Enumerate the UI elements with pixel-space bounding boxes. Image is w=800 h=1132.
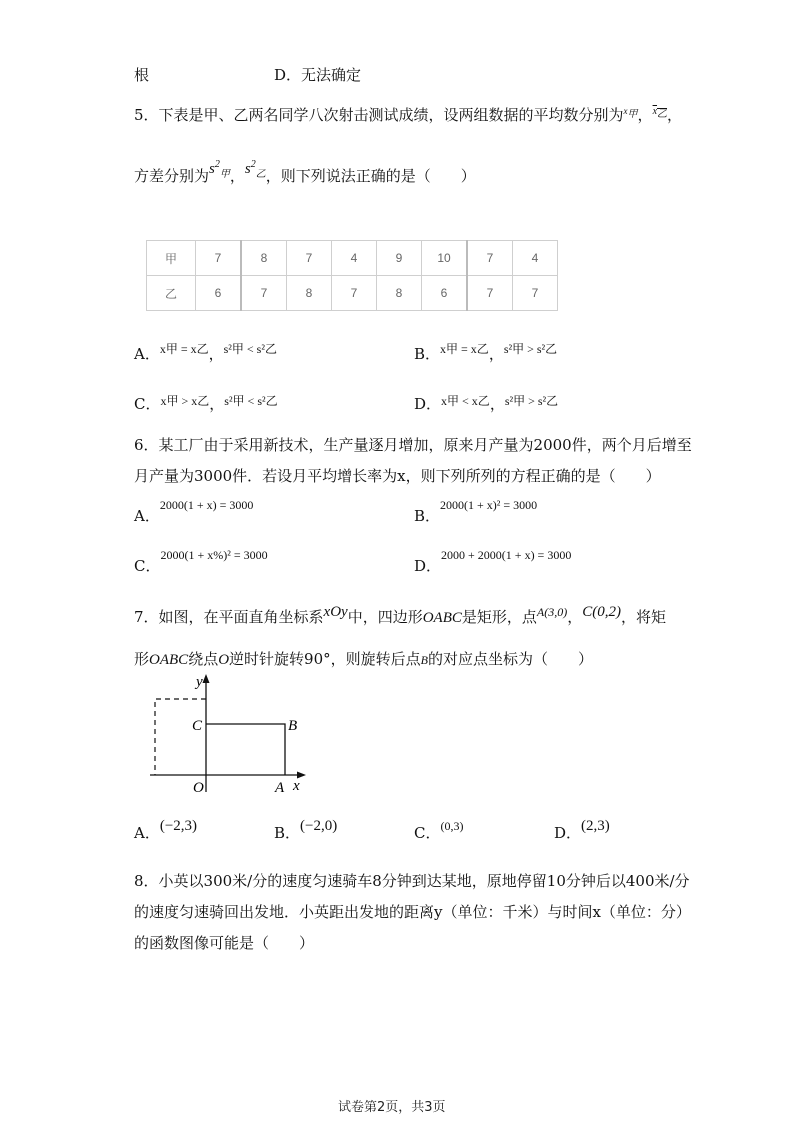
row-label: 乙 xyxy=(147,276,196,311)
table-row xyxy=(147,241,558,276)
q7-stem-line2: 形OABC绕点O逆时针旋转90°，则旋转后点B的对应点坐标为（ ） xyxy=(134,650,593,668)
q5-stem-line1: 5．下表是甲、乙两名同学八次射击测试成绩，设两组数据的平均数分别为$^{x_甲}$，$^{x_乙}$， xyxy=(134,106,683,124)
rectangle-oabc xyxy=(206,724,285,775)
q8-stem-line2: 的速度匀速骑回出发地．小英距出发地的距离y（单位：千米）与时间x（单位：分） xyxy=(134,903,691,921)
q7-option-a: A．(−2,3) xyxy=(134,818,198,842)
q5-option-b: B．$^{x甲 = x乙}$，$^{s^2甲 > s^2乙}$ xyxy=(414,342,558,363)
q6-option-a: A．$^{2000(1 + x) = 3000}$ xyxy=(134,498,254,525)
rotated-rectangle-dashed xyxy=(155,699,206,775)
label-b: B xyxy=(288,718,298,734)
row-label: 甲 xyxy=(147,241,196,276)
table-cell: 6 xyxy=(422,276,468,311)
q8-stem-line1: 8．小英以300米/分的速度匀速骑车8分钟到达某地，原地停留10分钟后以400米/分 xyxy=(134,872,690,890)
rectangle-figure xyxy=(140,672,315,797)
carryover-text: 根 xyxy=(134,66,150,84)
table-cell: 7 xyxy=(467,276,513,311)
table-cell: 6 xyxy=(196,276,242,311)
table-cell: 10 xyxy=(422,241,468,276)
label-x: x xyxy=(293,778,300,794)
s-jia: $s^2_甲$ xyxy=(209,159,230,180)
table-cell: 4 xyxy=(332,241,377,276)
q5-option-d: D．$^{x甲 < x乙}$，$^{s^2甲 > s^2乙}$ xyxy=(414,394,559,413)
q7-stem-line1: 7．如图，在平面直角坐标系xOy中，四边形OABC是矩形，点$^{A(3,0)}$，C(0,2)，将矩 xyxy=(134,604,667,626)
page-footer: 试卷第2页，共3页 xyxy=(338,1100,446,1115)
y-axis-arrow xyxy=(203,674,210,683)
table-cell: 7 xyxy=(196,241,242,276)
q6-option-b: B．$^{2000(1 + x)^2 = 3000}$ xyxy=(414,498,538,525)
option-d-previous: D．无法确定 xyxy=(274,66,362,84)
q7-option-b: B．(−2,0) xyxy=(274,818,338,842)
table-row xyxy=(147,276,558,311)
table-cell: 8 xyxy=(241,241,287,276)
xbar-yi: x乙 xyxy=(652,106,668,120)
label-a: A xyxy=(275,780,285,796)
q6-option-c: C．$^{2000(1 + x\%)^2 = 3000}$ xyxy=(134,548,268,575)
score-table xyxy=(146,240,558,311)
q8-stem-line3: 的函数图像可能是（ ） xyxy=(134,934,315,952)
q5-text-1: 5．下表是甲、乙两名同学八次射击测试成绩，设两组数据的平均数分别为 xyxy=(134,106,624,124)
table-cell: 8 xyxy=(377,276,422,311)
table-cell: 7 xyxy=(287,241,332,276)
table-cell: 4 xyxy=(513,241,558,276)
s-yi: $s^2_乙$ xyxy=(244,159,266,180)
q7-option-c: C．$^{(0,3)}$ xyxy=(414,819,464,842)
table-cell: 7 xyxy=(332,276,377,311)
table-cell: 7 xyxy=(467,241,513,276)
label-c: C xyxy=(192,718,203,734)
label-o: O xyxy=(193,780,204,796)
q6-stem-line1: 6．某工厂由于采用新技术，生产量逐月增加，原来月产量为2000件，两个月后增至 xyxy=(134,436,692,454)
q6-stem-line2: 月产量为3000件．若设月平均增长率为x，则下列所列的方程正确的是（ ） xyxy=(134,467,661,485)
q5-option-a: A．$^{x甲 = x乙}$，$^{s^2甲 < s^2乙}$ xyxy=(134,342,277,363)
q7-option-d: D．(2,3) xyxy=(554,818,610,842)
table-cell: 7 xyxy=(241,276,287,311)
table-cell: 7 xyxy=(513,276,558,311)
q5-stem-line2: 方差分别为$s^2_甲$，$s^2_乙$，则下列说法正确的是（ ） xyxy=(134,159,476,185)
table-cell: 8 xyxy=(287,276,332,311)
q5-option-c: C．$^{x甲 > x乙}$，$^{s^2甲 < s^2乙}$ xyxy=(134,394,278,413)
table-cell: 9 xyxy=(377,241,422,276)
xbar-jia: x甲 xyxy=(623,106,638,120)
q6-option-d: D．$^{2000 + 2000(1 + x) = 3000}$ xyxy=(414,548,572,575)
label-y: y xyxy=(196,674,203,690)
